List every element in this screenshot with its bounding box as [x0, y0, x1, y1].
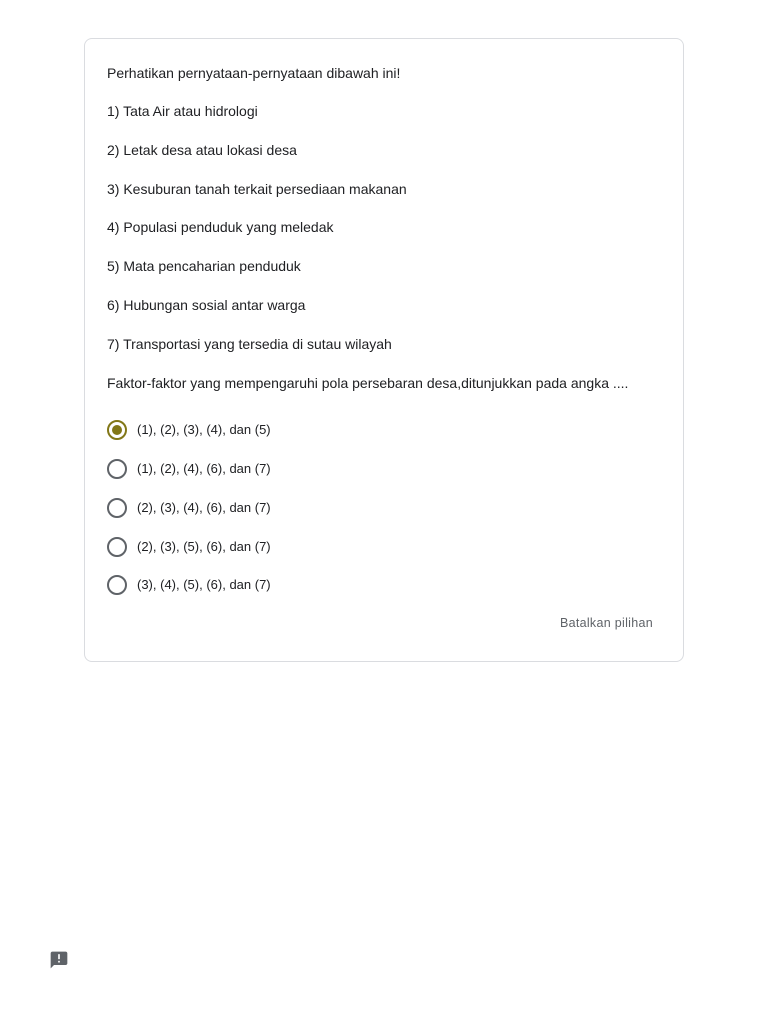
radio-unselected-icon[interactable]: [107, 498, 127, 518]
question-prompt: Faktor-faktor yang mempengaruhi pola persebaran desa,ditunjukkan pada angka ....: [107, 375, 629, 391]
option-label: (2), (3), (5), (6), dan (7): [137, 539, 271, 554]
clear-selection-button[interactable]: Batalkan pilihan: [559, 616, 653, 630]
radio-unselected-icon[interactable]: [107, 575, 127, 595]
radio-unselected-icon[interactable]: [107, 537, 127, 557]
radio-unselected-icon[interactable]: [107, 459, 127, 479]
radio-selected-icon[interactable]: [107, 420, 127, 440]
option-label: (1), (2), (4), (6), dan (7): [137, 461, 271, 476]
option-4[interactable]: [105, 535, 271, 559]
option-3[interactable]: [105, 496, 271, 520]
statement-7: 7) Transportasi yang tersedia di sutau wilayah: [107, 336, 392, 352]
statement-4: 4) Populasi penduduk yang meledak: [107, 219, 334, 235]
statement-2: 2) Letak desa atau lokasi desa: [107, 142, 297, 158]
option-label: (1), (2), (3), (4), dan (5): [137, 422, 271, 437]
question-card: [84, 38, 684, 662]
option-5[interactable]: [105, 573, 271, 597]
statement-1: 1) Tata Air atau hidrologi: [107, 103, 258, 119]
statement-6: 6) Hubungan sosial antar warga: [107, 297, 306, 313]
statement-5: 5) Mata pencaharian penduduk: [107, 258, 301, 274]
option-2[interactable]: [105, 457, 271, 481]
statement-3: 3) Kesuburan tanah terkait persediaan makanan: [107, 181, 407, 197]
option-1[interactable]: [105, 418, 271, 442]
question-intro: Perhatikan pernyataan-pernyataan dibawah ini!: [107, 65, 401, 81]
option-label: (3), (4), (5), (6), dan (7): [137, 577, 271, 592]
report-feedback-icon[interactable]: [49, 950, 69, 970]
option-label: (2), (3), (4), (6), dan (7): [137, 500, 271, 515]
